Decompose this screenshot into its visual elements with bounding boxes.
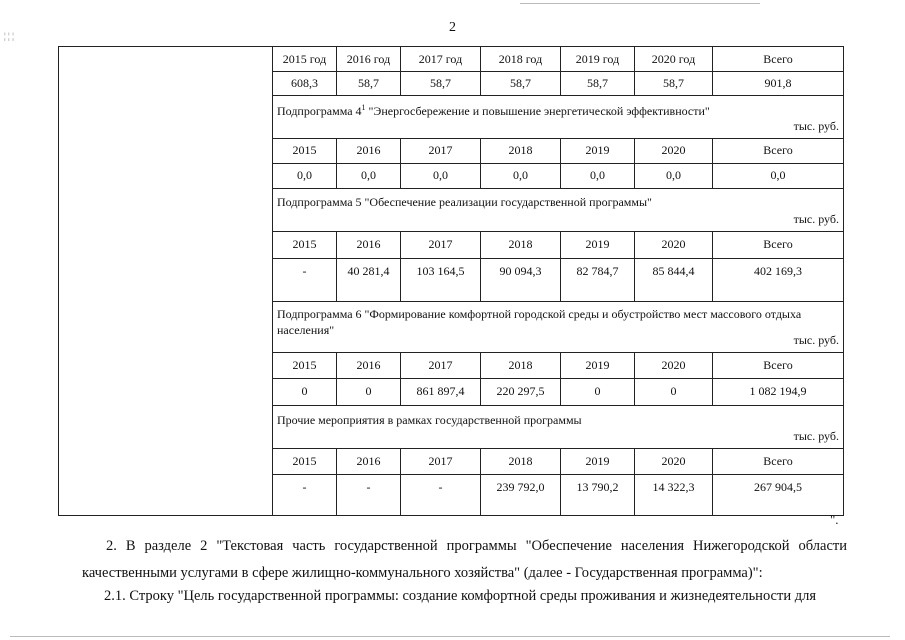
page-number: 2 [449,20,456,35]
total-value-cell: 0,0 [770,168,786,182]
scan-margin-mark: ¦ ¦ ¦ [4,31,14,41]
block5-years-row [273,448,843,474]
block4-years-row [273,352,843,378]
value-cell: 0 [273,378,337,405]
year-cell: 2018 [481,352,561,378]
value-cell: 0 [561,378,635,405]
total-header-cell: Всего [763,51,793,66]
block1-values-row [273,71,843,95]
year-cell: 2019 [561,448,635,474]
year-cell: 2017 [401,448,481,474]
unit-label: тыс. руб. [793,212,839,226]
value-cell: - [401,474,481,515]
year-cell: 2018 год [481,47,561,71]
table-right-column [273,47,843,515]
year-cell: 2015 [273,231,337,258]
value-cell: 0,0 [337,163,401,188]
value-cell: 90 094,3 [481,258,561,284]
value-cell: 0,0 [635,163,713,188]
year-cell: 2017 [401,138,481,163]
block3-empty-row [273,284,843,301]
subprogram-5-title: Подпрограмма 5 "Обеспечение реализации государственной программы" [277,195,652,209]
value-cell: 0,0 [401,163,481,188]
total-value-cell: 1 082 194,9 [749,384,807,398]
block5-values-row [273,474,843,515]
subprogram-4-superscript: 1 [361,103,366,112]
value-cell: 0,0 [561,163,635,188]
paragraph-section-2: 2. В разделе 2 "Текстовая часть государственной программы "Обеспечение населения Нижегородской области качественными услугами в сфере жилищно-коммунального хозяйства" (далее - Государственная программа)": [82,538,847,581]
bottom-scan-rule [10,636,890,637]
unit-label: тыс. руб. [793,119,839,133]
value-cell: 861 897,4 [401,378,481,405]
block1-years-row [273,47,843,71]
year-cell: 2017 год [401,47,481,71]
table-left-column [59,47,273,515]
value-cell: 0,0 [273,163,337,188]
value-cell: - [273,258,337,284]
subprogram-4-title [277,100,837,119]
top-scan-rule [520,3,760,4]
year-cell: 2020 [635,231,713,258]
year-cell: 2015 год [273,47,337,71]
value-cell: 58,7 [635,71,713,95]
unit-label: тыс. руб. [793,429,839,443]
block3-years-row [273,231,843,258]
year-cell: 2016 [337,352,401,378]
value-cell: 239 792,0 [481,474,561,515]
value-cell: 58,7 [401,71,481,95]
year-cell: 2018 [481,448,561,474]
value-cell: 220 297,5 [481,378,561,405]
year-cell: 2015 [273,352,337,378]
year-cell: 2019 [561,138,635,163]
value-cell: - [273,474,337,515]
subprogram-4-title-text: "Энергосбережение и повышение энергетической эффективности" [365,104,710,118]
year-cell: 2017 [401,231,481,258]
total-value-cell: 267 904,5 [754,480,802,494]
year-cell: 2016 [337,231,401,258]
value-cell: 85 844,4 [635,258,713,284]
unit-label: тыс. руб. [793,333,839,347]
total-header-cell: Всего [763,237,793,251]
total-value-cell: 901,8 [764,75,792,90]
block2-years-row [273,138,843,163]
year-cell: 2020 [635,138,713,163]
block4-values-row [273,378,843,405]
year-cell: 2015 [273,138,337,163]
year-cell: 2020 [635,448,713,474]
year-cell: 2019 [561,352,635,378]
total-header-cell: Всего [763,357,793,372]
year-cell: 2016 год [337,47,401,71]
block2-values-row [273,163,843,188]
year-cell: 2017 [401,352,481,378]
subprogram-4-title-prefix: Подпрограмма 4 [277,104,362,118]
value-cell: 0 [337,378,401,405]
year-cell: 2018 [481,231,561,258]
subprogram-6-title: Подпрограмма 6 "Формирование комфортной городской среды и обустройство мест массового отдыха населения" [277,307,802,337]
value-cell: 0 [635,378,713,405]
value-cell: 103 164,5 [401,258,481,284]
year-cell: 2020 год [635,47,713,71]
value-cell: - [337,474,401,515]
value-cell: 58,7 [481,71,561,95]
year-cell: 2019 [561,231,635,258]
year-cell: 2016 [337,138,401,163]
year-cell: 2015 [273,448,337,474]
year-cell: 2016 [337,448,401,474]
other-activities-title: Прочие мероприятия в рамках государственной программы [277,413,582,427]
value-cell: 14 322,3 [635,474,713,515]
total-header-cell: Всего [763,143,793,157]
block3-values-row [273,258,843,284]
paragraph-2-1: 2.1. Строку "Цель государственной программы: создание комфортной среды проживания и жизнедеятельности для [104,588,816,604]
value-cell: 40 281,4 [337,258,401,284]
year-cell: 2020 [635,352,713,378]
value-cell: 13 790,2 [561,474,635,515]
value-cell: 58,7 [337,71,401,95]
value-cell: 0,0 [481,163,561,188]
total-header-cell: Всего [763,453,793,468]
value-cell: 58,7 [561,71,635,95]
year-cell: 2018 [481,138,561,163]
value-cell: 608,3 [273,71,337,95]
closing-quote: ". [830,512,839,527]
total-value-cell: 402 169,3 [754,263,802,278]
year-cell: 2019 год [561,47,635,71]
budget-table [58,46,844,516]
value-cell: 82 784,7 [561,258,635,284]
